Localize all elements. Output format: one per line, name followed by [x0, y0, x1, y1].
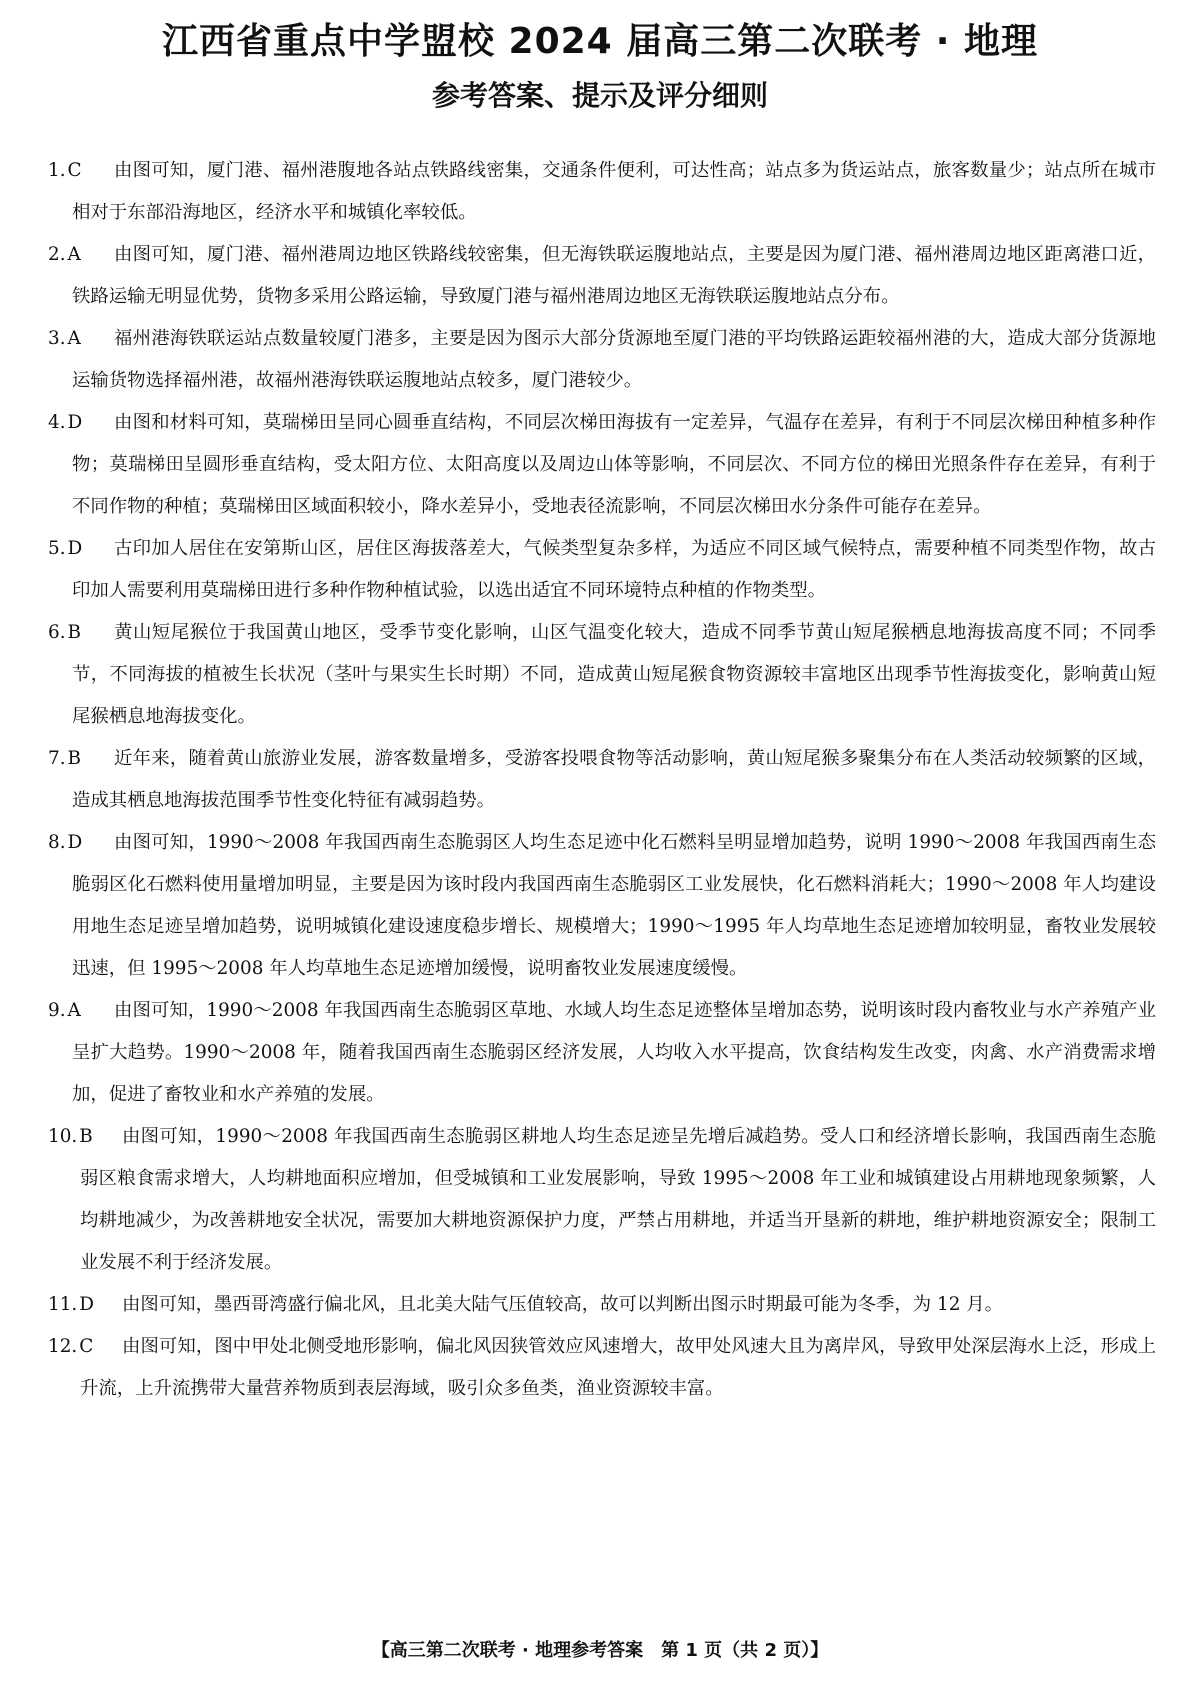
- answer-item: [48, 990, 1156, 1116]
- answer-key: B: [79, 1126, 93, 1147]
- answer-explanation: 由图可知，厦门港、福州港周边地区铁路线较密集，但无海铁联运腹地站点，主要是因为厦门港、福州港周边地区距离港口近，铁路运输无明显优势，货物多采用公路运输，导致厦门港与福州港周边地区无海铁联运腹地站点分布。: [72, 244, 1156, 307]
- answer-head: [48, 150, 82, 192]
- answer-key: C: [79, 1336, 94, 1357]
- answer-number: 8.: [48, 832, 66, 853]
- answer-number: 2.: [48, 244, 66, 265]
- page-footer: 【高三第二次联考 · 地理参考答案 第 1 页（共 2 页）】: [371, 1640, 829, 1661]
- answer-explanation: 由图和材料可知，莫瑞梯田呈同心圆垂直结构，不同层次梯田海拔有一定差异，气温存在差异，有利于不同层次梯田种植多种作物；莫瑞梯田呈圆形垂直结构，受太阳方位、太阳高度以及周边山体等影响，不同层次、不同方位的梯田光照条件存在差异，有利于不同作物的种植；莫瑞梯田区域面积较小，降水差异小，受地表径流影响，不同层次梯田水分条件可能存在差异。: [72, 412, 1156, 517]
- answer-number: 10.: [48, 1126, 78, 1147]
- answer-number: 1.: [48, 160, 66, 181]
- answer-number: 11.: [48, 1294, 78, 1315]
- answer-explanation: 由图可知，厦门港、福州港腹地各站点铁路线密集，交通条件便利，可达性高；站点多为货运站点，旅客数量少；站点所在城市相对于东部沿海地区，经济水平和城镇化率较低。: [72, 160, 1156, 223]
- answer-key: A: [67, 328, 81, 349]
- answer-number: 12.: [48, 1336, 78, 1357]
- answer-key: B: [67, 748, 82, 769]
- answer-key: D: [67, 832, 83, 853]
- answer-list: [48, 150, 1156, 1410]
- answer-number: 3.: [48, 328, 66, 349]
- answer-head: [48, 1326, 93, 1368]
- answer-explanation: 由图可知，墨西哥湾盛行偏北风，且北美大陆气压值较高，故可以判断出图示时期最可能为冬季，为 12 月。: [122, 1294, 1004, 1315]
- answer-key: D: [67, 412, 83, 433]
- answer-explanation: 黄山短尾猴位于我国黄山地区，受季节变化影响，山区气温变化较大，造成不同季节黄山短尾猴栖息地海拔高度不同；不同季节，不同海拔的植被生长状况（茎叶与果实生长时期）不同，造成黄山短尾猴食物资源较丰富地区出现季节性海拔变化，影响黄山短尾猴栖息地海拔变化。: [72, 622, 1156, 727]
- answer-item: [48, 1116, 1156, 1284]
- answer-head: [48, 402, 82, 444]
- answer-item: [48, 822, 1156, 990]
- answer-explanation: 近年来，随着黄山旅游业发展，游客数量增多，受游客投喂食物等活动影响，黄山短尾猴多聚集分布在人类活动较频繁的区域，造成其栖息地海拔范围季节性变化特征有减弱趋势。: [72, 748, 1156, 811]
- answer-key: B: [67, 622, 82, 643]
- answer-key: A: [67, 244, 81, 265]
- answer-explanation: 由图可知，1990～2008 年我国西南生态脆弱区人均生态足迹中化石燃料呈明显增加趋势，说明 1990～2008 年我国西南生态脆弱区化石燃料使用量增加明显，主要是因为该时段内我国西南生态脆弱区工业发展快，化石燃料消耗大；1990～2008 年人均建设用地生态足迹呈增加趋势，说明城镇化建设速度稳步增长、规模增大；1990～1995 年人均草地生态足迹增加较明显，畜牧业发展较迅速，但 1995～2008 年人均草地生态足迹增加缓慢，说明畜牧业发展速度缓慢。: [72, 832, 1156, 979]
- answer-head: [48, 990, 81, 1032]
- answer-item: [48, 612, 1156, 738]
- answer-key: D: [67, 538, 83, 559]
- answer-number: 9.: [48, 1000, 66, 1021]
- answer-item: [48, 318, 1156, 402]
- answer-number: 5.: [48, 538, 66, 559]
- answer-head: [48, 612, 81, 654]
- answer-item: [48, 234, 1156, 318]
- answer-head: [48, 528, 82, 570]
- answer-key: A: [67, 1000, 81, 1021]
- answer-explanation: 福州港海铁联运站点数量较厦门港多，主要是因为图示大部分货源地至厦门港的平均铁路运距较福州港的大，造成大部分货源地运输货物选择福州港，故福州港海铁联运腹地站点较多，厦门港较少。: [72, 328, 1156, 391]
- answer-number: 4.: [48, 412, 66, 433]
- answer-head: [48, 234, 81, 276]
- answer-item: [48, 150, 1156, 234]
- page-subtitle: 参考答案、提示及评分细则: [431, 79, 768, 112]
- answer-item: [48, 528, 1156, 612]
- answer-key: D: [79, 1294, 94, 1315]
- answer-head: [48, 1116, 93, 1158]
- answer-number: 7.: [48, 748, 66, 769]
- answer-item: [48, 1284, 1156, 1326]
- answer-explanation: 古印加人居住在安第斯山区，居住区海拔落差大，气候类型复杂多样，为适应不同区域气候特点，需要种植不同类型作物，故古印加人需要利用莫瑞梯田进行多种作物种植试验，以选出适宜不同环境特点种植的作物类型。: [72, 538, 1156, 601]
- answer-explanation: 由图可知，1990～2008 年我国西南生态脆弱区草地、水域人均生态足迹整体呈增加态势，说明该时段内畜牧业与水产养殖产业呈扩大趋势。1990～2008 年，随着我国西南生态脆弱区经济发展，人均收入水平提高，饮食结构发生改变，肉禽、水产消费需求增加，促进了畜牧业和水产养殖的发展。: [72, 1000, 1156, 1105]
- answer-item: [48, 1326, 1156, 1410]
- answer-head: [48, 822, 82, 864]
- answer-head: [48, 1284, 94, 1326]
- answer-head: [48, 318, 81, 360]
- answer-item: [48, 402, 1156, 528]
- answer-explanation: 由图可知，图中甲处北侧受地形影响，偏北风因狭管效应风速增大，故甲处风速大且为离岸风，导致甲处深层海水上泛，形成上升流，上升流携带大量营养物质到表层海域，吸引众多鱼类，渔业资源较丰富。: [80, 1336, 1156, 1399]
- page-title: 江西省重点中学盟校 2024 届高三第二次联考 · 地理: [161, 21, 1038, 62]
- answer-head: [48, 738, 81, 780]
- answer-key: C: [67, 160, 82, 181]
- answer-item: [48, 738, 1156, 822]
- answer-number: 6.: [48, 622, 66, 643]
- answer-explanation: 由图可知，1990～2008 年我国西南生态脆弱区耕地人均生态足迹呈先增后减趋势。受人口和经济增长影响，我国西南生态脆弱区粮食需求增大，人均耕地面积应增加，但受城镇和工业发展影响，导致 1995～2008 年工业和城镇建设占用耕地现象频繁，人均耕地减少，为改善耕地安全状况，需要加大耕地资源保护力度，严禁占用耕地，并适当开垦新的耕地，维护耕地资源安全；限制工业发展不利于经济发展。: [80, 1126, 1156, 1273]
